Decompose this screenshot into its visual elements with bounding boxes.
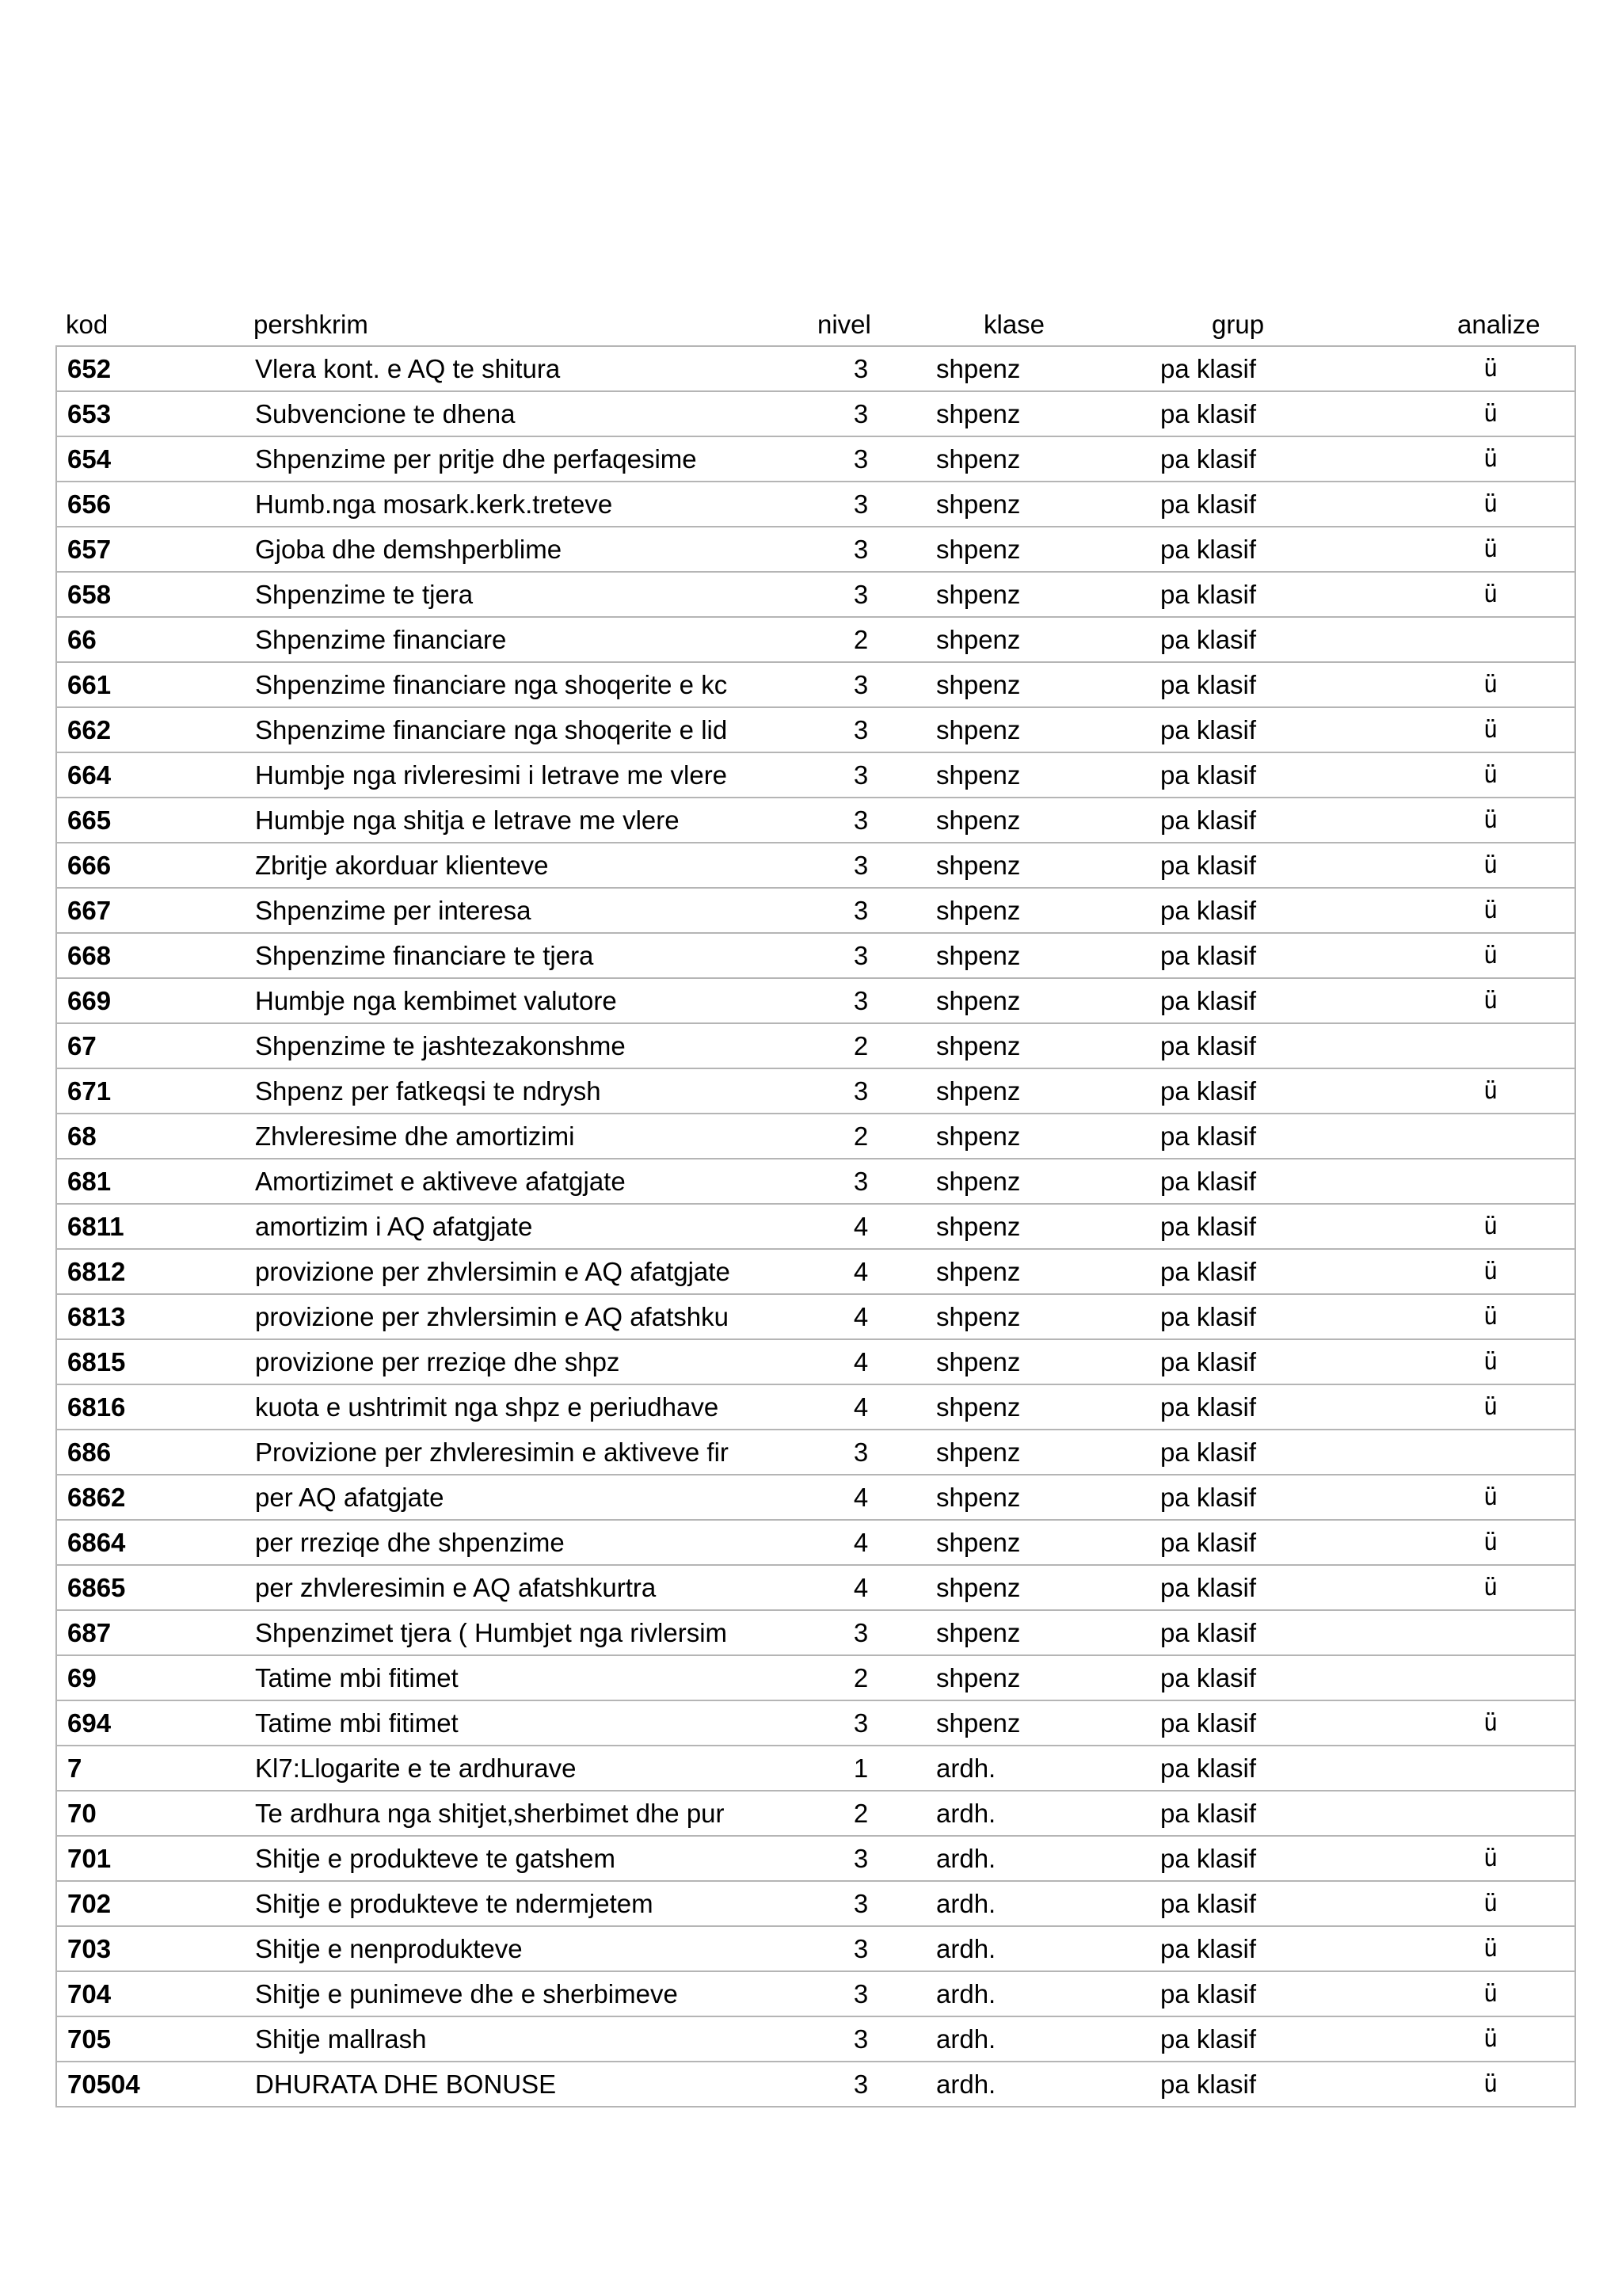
cell-nivel: 3 [853, 1888, 869, 1918]
cell-kod: 701 [67, 1843, 112, 1873]
analize-check-icon [1467, 1746, 1514, 1790]
cell-kod: 661 [67, 669, 112, 699]
cell-kod: 652 [67, 353, 112, 383]
cell-kod: 658 [67, 579, 112, 609]
cell-grup: pa klasif [1160, 1301, 1257, 1331]
cell-grup: pa klasif [1160, 850, 1257, 880]
cell-pershkrim: Gjoba dhe demshperblime [255, 534, 562, 564]
cell-grup: pa klasif [1160, 1933, 1257, 1963]
cell-nivel: 4 [853, 1211, 869, 1241]
cell-grup: pa klasif [1160, 2024, 1257, 2054]
table-row [57, 1519, 1574, 1564]
cell-nivel: 3 [853, 2024, 869, 2054]
table-row [57, 1745, 1574, 1790]
cell-klase: shpenz [936, 1121, 1021, 1151]
cell-grup: pa klasif [1160, 1211, 1257, 1241]
cell-kod: 669 [67, 985, 112, 1015]
analize-check-icon: ü [1483, 1077, 1498, 1105]
cell-nivel: 3 [853, 1708, 869, 1738]
cell-grup: pa klasif [1160, 353, 1257, 383]
header-analize: analize [1457, 310, 1540, 339]
analize-check-icon: ü [1483, 445, 1498, 473]
analize-check-icon: ü [1483, 1709, 1498, 1737]
cell-nivel: 3 [853, 1166, 869, 1196]
cell-kod: 668 [67, 940, 112, 970]
header-klase: klase [984, 310, 1045, 339]
cell-grup: pa klasif [1160, 1662, 1257, 1692]
cell-grup: pa klasif [1160, 1978, 1257, 2009]
cell-kod: 702 [67, 1888, 112, 1918]
cell-kod: 653 [67, 398, 112, 428]
cell-klase: shpenz [936, 579, 1021, 609]
cell-grup: pa klasif [1160, 714, 1257, 744]
table-row [57, 1474, 1574, 1519]
cell-pershkrim: provizione per rreziqe dhe shpz [255, 1346, 620, 1376]
cell-nivel: 2 [853, 1798, 869, 1828]
table-row [57, 1248, 1574, 1293]
analize-check-icon: ü [1483, 490, 1498, 518]
cell-klase: shpenz [936, 1211, 1021, 1241]
cell-nivel: 3 [853, 1076, 869, 1106]
analize-check-icon: ü [1483, 987, 1498, 1015]
cell-pershkrim: Humbje nga shitja e letrave me vlere [255, 805, 680, 835]
cell-klase: shpenz [936, 1346, 1021, 1376]
cell-nivel: 3 [853, 489, 869, 519]
cell-klase: shpenz [936, 760, 1021, 790]
cell-kod: 656 [67, 489, 112, 519]
table-row [57, 1293, 1574, 1338]
table-row [57, 2016, 1574, 2061]
cell-grup: pa klasif [1160, 1888, 1257, 1918]
cell-kod: 6864 [67, 1527, 126, 1557]
cell-pershkrim: Subvencione te dhena [255, 398, 516, 428]
cell-kod: 662 [67, 714, 112, 744]
cell-pershkrim: Shpenzime financiare te tjera [255, 940, 594, 970]
cell-klase: shpenz [936, 534, 1021, 564]
analize-check-icon [1467, 1159, 1514, 1203]
cell-pershkrim: Shpenz per fatkeqsi te ndrysh [255, 1076, 601, 1106]
cell-nivel: 4 [853, 1301, 869, 1331]
analize-check-icon: ü [1483, 1574, 1498, 1601]
cell-klase: shpenz [936, 489, 1021, 519]
cell-pershkrim: Amortizimet e aktiveve afatgjate [255, 1166, 626, 1196]
cell-klase: shpenz [936, 1166, 1021, 1196]
analize-check-icon: ü [1483, 400, 1498, 428]
analize-check-icon [1467, 618, 1514, 661]
cell-kod: 69 [67, 1662, 97, 1692]
cell-kod: 686 [67, 1437, 112, 1467]
analize-check-icon: ü [1483, 1483, 1498, 1511]
cell-nivel: 3 [853, 1437, 869, 1467]
cell-nivel: 4 [853, 1392, 869, 1422]
cell-klase: shpenz [936, 985, 1021, 1015]
table-row [57, 390, 1574, 436]
cell-grup: pa klasif [1160, 489, 1257, 519]
cell-nivel: 3 [853, 444, 869, 474]
cell-klase: shpenz [936, 398, 1021, 428]
cell-kod: 6816 [67, 1392, 126, 1422]
cell-nivel: 3 [853, 1843, 869, 1873]
cell-pershkrim: Zbritje akorduar klienteve [255, 850, 549, 880]
cell-pershkrim: Humbje nga kembimet valutore [255, 985, 617, 1015]
analize-check-icon [1467, 1656, 1514, 1700]
cell-grup: pa klasif [1160, 805, 1257, 835]
analize-check-icon: ü [1483, 716, 1498, 744]
cell-pershkrim: Shpenzime per pritje dhe perfaqesime [255, 444, 697, 474]
cell-nivel: 3 [853, 2069, 869, 2099]
cell-nivel: 3 [853, 579, 869, 609]
table-row [57, 616, 1574, 661]
cell-pershkrim: amortizim i AQ afatgjate [255, 1211, 533, 1241]
cell-grup: pa klasif [1160, 1437, 1257, 1467]
analize-check-icon: ü [1483, 897, 1498, 924]
cell-klase: shpenz [936, 1572, 1021, 1602]
cell-nivel: 2 [853, 1030, 869, 1060]
cell-klase: shpenz [936, 1662, 1021, 1692]
cell-grup: pa klasif [1160, 534, 1257, 564]
cell-nivel: 3 [853, 985, 869, 1015]
analize-check-icon: ü [1483, 1529, 1498, 1556]
table-row [57, 1113, 1574, 1158]
analize-check-icon: ü [1483, 671, 1498, 699]
table-row [57, 977, 1574, 1022]
table-row [57, 571, 1574, 616]
table-row [57, 1068, 1574, 1113]
cell-nivel: 1 [853, 1753, 869, 1783]
header-kod: kod [66, 310, 109, 339]
cell-kod: 667 [67, 895, 112, 925]
analize-check-icon: ü [1483, 2070, 1498, 2098]
cell-nivel: 3 [853, 398, 869, 428]
table-row [57, 1880, 1574, 1925]
cell-nivel: 3 [853, 1617, 869, 1647]
table-row [57, 1564, 1574, 1609]
analize-check-icon [1467, 1611, 1514, 1654]
accounts-table [55, 345, 1576, 2108]
table-row [57, 887, 1574, 932]
table-row [57, 347, 1574, 390]
analize-check-icon: ü [1483, 355, 1498, 383]
cell-kod: 703 [67, 1933, 112, 1963]
analize-check-icon: ü [1483, 761, 1498, 789]
cell-pershkrim: per rreziqe dhe shpenzime [255, 1527, 565, 1557]
cell-pershkrim: Shpenzime financiare nga shoqerite e kc [255, 669, 728, 699]
cell-grup: pa klasif [1160, 1798, 1257, 1828]
analize-check-icon: ü [1483, 535, 1498, 563]
table-row [57, 1429, 1574, 1474]
cell-kod: 6812 [67, 1256, 126, 1286]
cell-klase: shpenz [936, 624, 1021, 654]
cell-nivel: 3 [853, 353, 869, 383]
cell-nivel: 2 [853, 1662, 869, 1692]
cell-grup: pa klasif [1160, 2069, 1257, 2099]
cell-klase: shpenz [936, 1076, 1021, 1106]
analize-check-icon: ü [1483, 1303, 1498, 1331]
cell-klase: ardh. [936, 1798, 996, 1828]
cell-kod: 666 [67, 850, 112, 880]
cell-grup: pa klasif [1160, 1617, 1257, 1647]
cell-grup: pa klasif [1160, 398, 1257, 428]
cell-grup: pa klasif [1160, 1392, 1257, 1422]
cell-pershkrim: provizione per zhvlersimin e AQ afatshku [255, 1301, 729, 1331]
cell-kod: 6862 [67, 1482, 126, 1512]
cell-nivel: 3 [853, 669, 869, 699]
cell-pershkrim: per zhvleresimin e AQ afatshkurtra [255, 1572, 657, 1602]
cell-pershkrim: Te ardhura nga shitjet,sherbimet dhe pur [255, 1798, 725, 1828]
cell-grup: pa klasif [1160, 579, 1257, 609]
cell-kod: 6865 [67, 1572, 126, 1602]
cell-klase: shpenz [936, 1482, 1021, 1512]
analize-check-icon: ü [1483, 1935, 1498, 1963]
cell-grup: pa klasif [1160, 444, 1257, 474]
cell-grup: pa klasif [1160, 760, 1257, 790]
cell-nivel: 3 [853, 805, 869, 835]
cell-grup: pa klasif [1160, 985, 1257, 1015]
table-header [0, 305, 1622, 340]
cell-klase: ardh. [936, 2069, 996, 2099]
cell-kod: 681 [67, 1166, 112, 1196]
table-row [57, 706, 1574, 752]
table-row [57, 1654, 1574, 1700]
cell-pershkrim: Shitje e nenprodukteve [255, 1933, 523, 1963]
cell-kod: 687 [67, 1617, 112, 1647]
cell-klase: shpenz [936, 669, 1021, 699]
table-row [57, 661, 1574, 706]
cell-klase: ardh. [936, 2024, 996, 2054]
table-row [57, 526, 1574, 571]
cell-klase: shpenz [936, 805, 1021, 835]
cell-grup: pa klasif [1160, 1843, 1257, 1873]
analize-check-icon: ü [1483, 942, 1498, 969]
cell-nivel: 4 [853, 1346, 869, 1376]
cell-klase: shpenz [936, 1527, 1021, 1557]
cell-nivel: 3 [853, 1933, 869, 1963]
cell-grup: pa klasif [1160, 669, 1257, 699]
cell-grup: pa klasif [1160, 1753, 1257, 1783]
cell-nivel: 3 [853, 850, 869, 880]
cell-nivel: 4 [853, 1482, 869, 1512]
cell-nivel: 4 [853, 1527, 869, 1557]
table-row [57, 1925, 1574, 1970]
cell-kod: 704 [67, 1978, 112, 2009]
cell-nivel: 3 [853, 895, 869, 925]
cell-pershkrim: Tatime mbi fitimet [255, 1662, 459, 1692]
cell-klase: shpenz [936, 714, 1021, 744]
analize-check-icon: ü [1483, 1213, 1498, 1240]
analize-check-icon: ü [1483, 2025, 1498, 2053]
analize-check-icon [1467, 1024, 1514, 1068]
analize-check-icon [1467, 1791, 1514, 1835]
table-row [57, 752, 1574, 797]
cell-klase: ardh. [936, 1933, 996, 1963]
cell-kod: 67 [67, 1030, 97, 1060]
cell-pershkrim: Zhvleresime dhe amortizimi [255, 1121, 575, 1151]
cell-klase: shpenz [936, 1437, 1021, 1467]
table-row [57, 481, 1574, 526]
cell-nivel: 4 [853, 1572, 869, 1602]
cell-grup: pa klasif [1160, 624, 1257, 654]
cell-pershkrim: Shpenzime financiare nga shoqerite e lid [255, 714, 728, 744]
cell-kod: 694 [67, 1708, 112, 1738]
table-row [57, 1700, 1574, 1745]
cell-nivel: 3 [853, 760, 869, 790]
cell-pershkrim: Shitje e produkteve te gatshem [255, 1843, 615, 1873]
cell-nivel: 3 [853, 714, 869, 744]
cell-klase: ardh. [936, 1888, 996, 1918]
cell-klase: shpenz [936, 1392, 1021, 1422]
cell-pershkrim: Shitje e punimeve dhe e sherbimeve [255, 1978, 678, 2009]
analize-check-icon: ü [1483, 851, 1498, 879]
cell-pershkrim: kuota e ushtrimit nga shpz e periudhave [255, 1392, 719, 1422]
cell-klase: shpenz [936, 444, 1021, 474]
header-grup: grup [1212, 310, 1265, 339]
cell-pershkrim: per AQ afatgjate [255, 1482, 444, 1512]
cell-klase: shpenz [936, 1708, 1021, 1738]
cell-pershkrim: Humbje nga rivleresimi i letrave me vlere [255, 760, 728, 790]
cell-kod: 6815 [67, 1346, 126, 1376]
cell-pershkrim: Vlera kont. e AQ te shitura [255, 353, 561, 383]
analize-check-icon: ü [1483, 1393, 1498, 1421]
cell-kod: 654 [67, 444, 112, 474]
cell-kod: 7 [67, 1753, 82, 1783]
cell-pershkrim: Kl7:Llogarite e te ardhurave [255, 1753, 577, 1783]
analize-check-icon [1467, 1430, 1514, 1474]
cell-grup: pa klasif [1160, 1346, 1257, 1376]
cell-pershkrim: DHURATA DHE BONUSE [255, 2069, 557, 2099]
cell-grup: pa klasif [1160, 1166, 1257, 1196]
table-row [57, 1158, 1574, 1203]
analize-check-icon: ü [1483, 1845, 1498, 1872]
cell-grup: pa klasif [1160, 940, 1257, 970]
analize-check-icon: ü [1483, 1258, 1498, 1285]
table-row [57, 1790, 1574, 1835]
cell-klase: ardh. [936, 1753, 996, 1783]
table-row [57, 1835, 1574, 1880]
cell-kod: 6813 [67, 1301, 126, 1331]
cell-pershkrim: Shpenzimet tjera ( Humbjet nga rivlersim [255, 1617, 728, 1647]
cell-nivel: 4 [853, 1256, 869, 1286]
cell-kod: 657 [67, 534, 112, 564]
cell-klase: shpenz [936, 1617, 1021, 1647]
analize-check-icon: ü [1483, 581, 1498, 608]
cell-klase: shpenz [936, 1030, 1021, 1060]
cell-klase: shpenz [936, 850, 1021, 880]
table-row [57, 932, 1574, 977]
cell-pershkrim: Shitje mallrash [255, 2024, 427, 2054]
cell-grup: pa klasif [1160, 1076, 1257, 1106]
cell-nivel: 3 [853, 534, 869, 564]
table-row [57, 1203, 1574, 1248]
cell-pershkrim: provizione per zhvlersimin e AQ afatgjate [255, 1256, 730, 1286]
cell-kod: 68 [67, 1121, 97, 1151]
cell-pershkrim: Tatime mbi fitimet [255, 1708, 459, 1738]
cell-kod: 66 [67, 624, 97, 654]
analize-check-icon [1467, 1114, 1514, 1158]
analize-check-icon: ü [1483, 1348, 1498, 1376]
table-row [57, 436, 1574, 481]
cell-kod: 70504 [67, 2069, 140, 2099]
cell-klase: shpenz [936, 1256, 1021, 1286]
cell-grup: pa klasif [1160, 1256, 1257, 1286]
cell-nivel: 2 [853, 1121, 869, 1151]
cell-kod: 664 [67, 760, 112, 790]
cell-klase: shpenz [936, 940, 1021, 970]
cell-pershkrim: Provizione per zhvleresimin e aktiveve fir [255, 1437, 729, 1467]
table-row [57, 1970, 1574, 2016]
cell-kod: 665 [67, 805, 112, 835]
table-row [57, 797, 1574, 842]
cell-grup: pa klasif [1160, 1121, 1257, 1151]
cell-pershkrim: Shpenzime te jashtezakonshme [255, 1030, 626, 1060]
cell-nivel: 3 [853, 940, 869, 970]
header-nivel: nivel [817, 310, 871, 339]
table-row [57, 842, 1574, 887]
cell-pershkrim: Shpenzime te tjera [255, 579, 474, 609]
table-row [57, 1022, 1574, 1068]
cell-klase: ardh. [936, 1843, 996, 1873]
cell-kod: 705 [67, 2024, 112, 2054]
cell-kod: 70 [67, 1798, 97, 1828]
cell-kod: 671 [67, 1076, 112, 1106]
cell-kod: 6811 [67, 1211, 124, 1241]
header-pershkrim: pershkrim [253, 310, 368, 339]
cell-klase: shpenz [936, 353, 1021, 383]
cell-grup: pa klasif [1160, 1572, 1257, 1602]
analize-check-icon: ü [1483, 1980, 1498, 2008]
cell-grup: pa klasif [1160, 1030, 1257, 1060]
table-row [57, 2061, 1574, 2106]
table-row [57, 1609, 1574, 1654]
cell-grup: pa klasif [1160, 1527, 1257, 1557]
cell-nivel: 3 [853, 1978, 869, 2009]
analize-check-icon: ü [1483, 806, 1498, 834]
cell-pershkrim: Shpenzime financiare [255, 624, 507, 654]
cell-klase: shpenz [936, 895, 1021, 925]
cell-klase: shpenz [936, 1301, 1021, 1331]
cell-pershkrim: Humb.nga mosark.kerk.treteve [255, 489, 613, 519]
cell-pershkrim: Shitje e produkteve te ndermjetem [255, 1888, 653, 1918]
cell-nivel: 2 [853, 624, 869, 654]
cell-pershkrim: Shpenzime per interesa [255, 895, 531, 925]
table-row [57, 1338, 1574, 1384]
cell-grup: pa klasif [1160, 1482, 1257, 1512]
table-row [57, 1384, 1574, 1429]
cell-grup: pa klasif [1160, 1708, 1257, 1738]
analize-check-icon: ü [1483, 1890, 1498, 1917]
cell-klase: ardh. [936, 1978, 996, 2009]
cell-grup: pa klasif [1160, 895, 1257, 925]
